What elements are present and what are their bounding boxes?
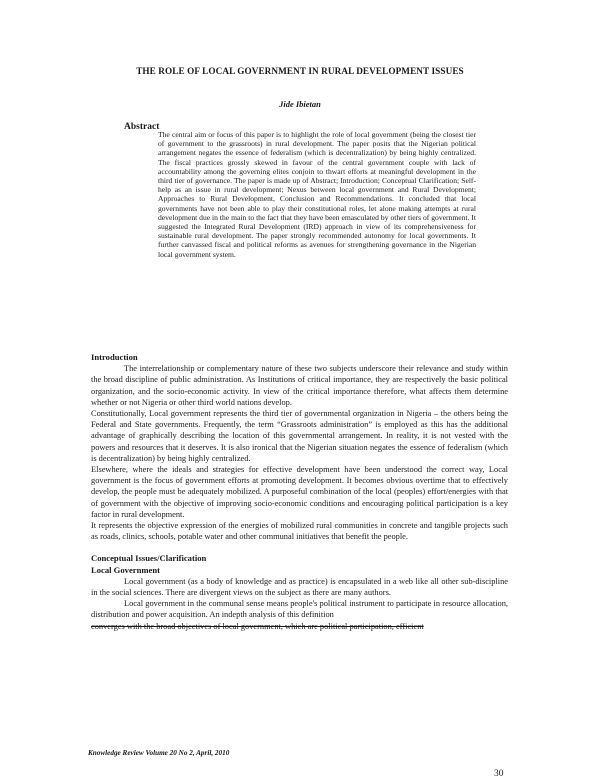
paragraph: Elsewhere, where the ideals and strategies for effective development have been understood the correct way, Local government is the focus of government efforts at promoting development. It becomes obvious overtime that to effectively develop, the people must be adequately mobilized. A purposeful combination of the local (peoples) effort/energies with that of government with the objective of improving socio-economic conditions and encouraging political participation is a key factor in rural development. (91, 465, 508, 519)
paper-title: THE ROLE OF LOCAL GOVERNMENT IN RURAL DEVELOPMENT ISSUES (136, 66, 464, 76)
author-name: Jide Ibietan (279, 99, 321, 109)
journal-footer: Knowledge Review Volume 20 No 2, April, 2010 (88, 749, 230, 757)
paragraph: It represents the objective expression of the energies of mobilized rural communities in concrete and tangible projects such as roads, clinics, schools, potable water and other communal initiatives that benefit the people. (91, 521, 508, 542)
conceptual-heading: Conceptual Issues/Clarification (91, 553, 207, 564)
main-body (91, 352, 508, 632)
paragraph: Local government (as a body of knowledge and as practice) is encapsulated in a web like all other sub-discipline in the social sciences. There are divergent views on the subject as there are many authors. (91, 576, 508, 598)
paragraph: Local government in the communal sense means people's political instrument to participate in resource allocation, distribution and power acquisition. An indepth analysis of this definition (91, 599, 508, 620)
local-government-subheading: Local Government (91, 564, 160, 575)
paragraph: The interrelationship or complementary nature of these two subjects underscore their relevance and study within the broad discipline of public administration. As Institutions of critical importance, they are respectively the basic political organization, and the socio-economic activity. In view of the critical importance therefore, what affects them determine whether or not Nigeria or other third world nations develop. (91, 364, 508, 407)
introduction-heading: Introduction (91, 352, 138, 362)
paragraph: Constitutionally, Local government represents the third tier of governmental organization in Nigeria – the others being the Federal and State governments. Frequently, the term “Grassroots administration” is employed as this has the additional advantage of graphically describing the location of this governmental arrangement. In reality, it is not vested with the powers and resources that it deserves. It is also ironical that the Nigerian situation negates the essence of federalism (which is decentralization) by being highly centralized. (91, 409, 508, 463)
struck-through-line: converges with the broad objectives of local government, which are political participation, efficient (91, 621, 424, 631)
abstract-heading: Abstract (124, 122, 160, 132)
abstract-text: The central aim or focus of this paper is to highlight the role of local government (being the closest tier of government to the grassroots) in rural development. The paper posits that the Nigerian political arrangement negates the essence of federalism (which is decentralization) by being highly centralized. The fiscal practices grossly skewed in favour of the central government couple with lack of accountability among the governing elites conjoin to thwart efforts at meaningful development in the third tier of governance. The paper is made up of Abstract; Introduction; Conceptual Clarification; Self-help as an issue in rural development; Nexus between local government and Rural Development; Approaches to Rural Development, Conclusion and Recommendations. It concluded that local governments have not been able to play their constitutional roles, let alone making attempts at rural development due in the main to the fact that they have been emasculated by other tiers of government. It suggested the Integrated Rural Development (IRD) approach in view of its comprehensiveness for sustainable rural development. The paper strongly recommended autonomy for local governments. It further canvassed fiscal and political reforms as avenues for strengthening governance in the Nigerian local government system. (158, 130, 476, 259)
page-number: 30 (494, 769, 504, 779)
